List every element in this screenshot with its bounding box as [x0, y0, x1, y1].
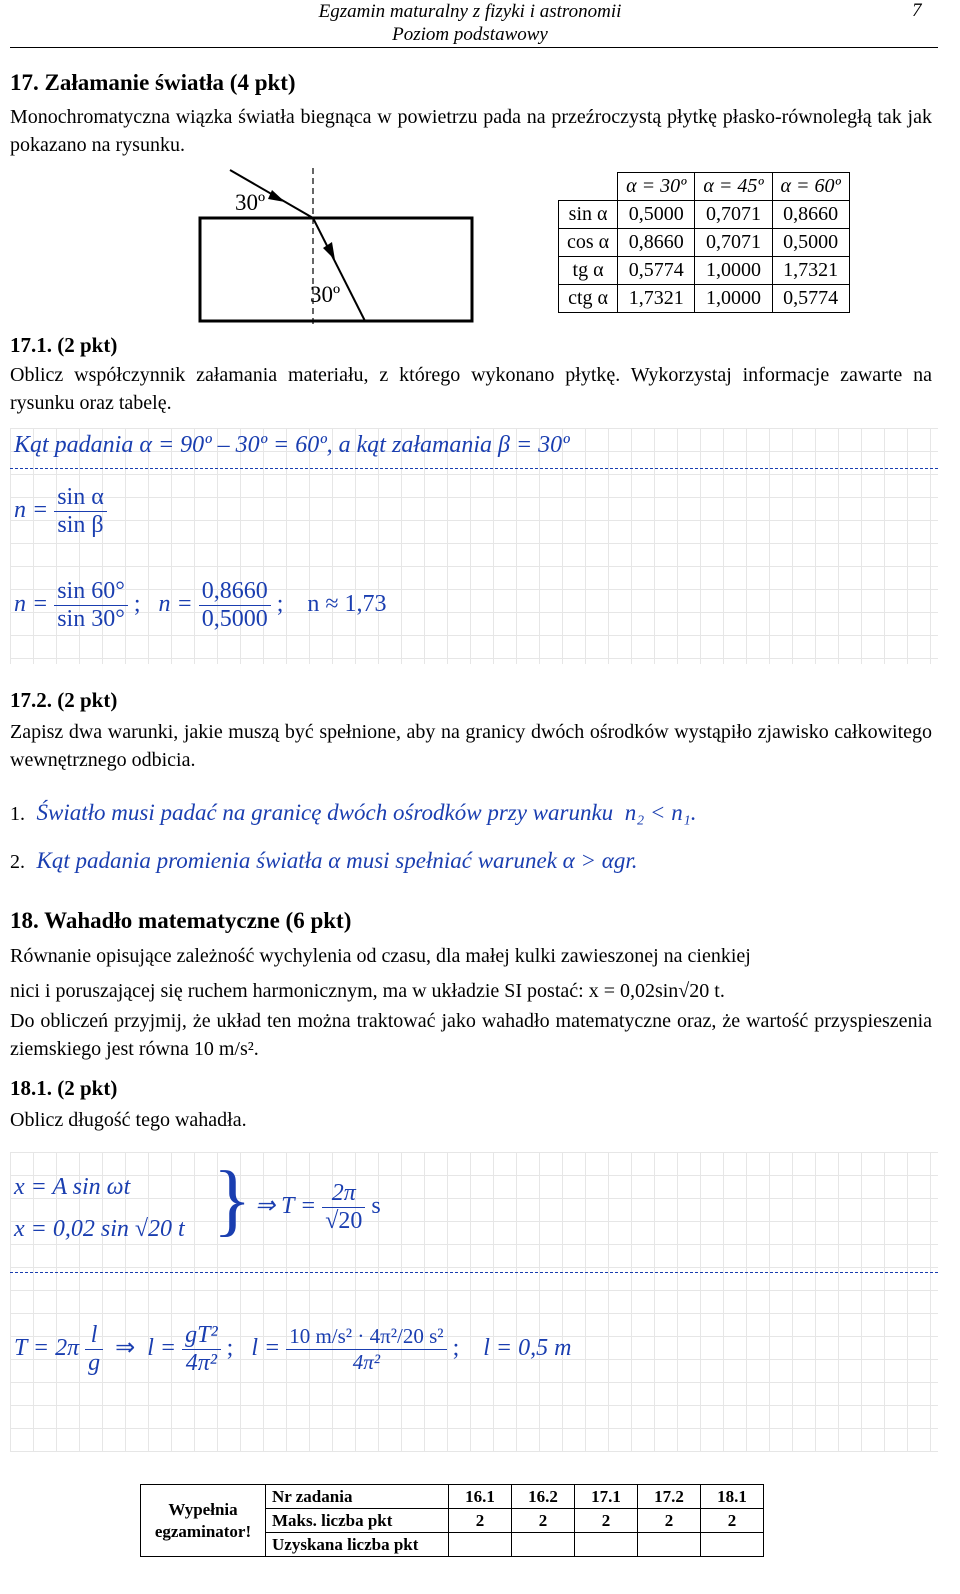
trig-cell: 1,7321 — [618, 285, 695, 313]
eq-period: ⇒ T = $\frac{2\pi}{√20}$ s — [255, 1180, 381, 1234]
scoring-task: 17.1 — [575, 1485, 638, 1509]
scoring-input-cell[interactable] — [701, 1533, 764, 1557]
dashed-separator — [10, 1272, 938, 1273]
scoring-row-label: Maks. liczba pkt — [266, 1509, 449, 1533]
scoring-task: 17.2 — [638, 1485, 701, 1509]
q17-2-title: 17.2. (2 pkt) — [10, 688, 118, 712]
table-row — [559, 285, 850, 313]
table-row — [559, 229, 850, 257]
q17-2-answer-2[interactable]: 2. Kąt padania promienia światła α musi spełniać warunek α > αgr. — [10, 848, 638, 873]
trig-cell: 0,7071 — [695, 229, 772, 257]
answer-area-18-1[interactable] — [10, 1152, 938, 1452]
scoring-max: 2 — [638, 1509, 701, 1533]
q17-1-text: Oblicz współczynnik załamania materiału, z którego wykonano płytkę. Wykorzystaj informacje zawarte na rysunku oraz tabelę. — [10, 364, 932, 414]
q18-intro-3: Do obliczeń przyjmij, że układ ten można traktować jako wahadło matematyczne oraz, że wartość przyspieszenia ziemskiego jest równa 10 m/s². — [10, 1010, 932, 1060]
trig-cell: 0,8660 — [618, 229, 695, 257]
scoring-input-cell[interactable] — [512, 1533, 575, 1557]
table-row — [559, 257, 850, 285]
scoring-input-cell[interactable] — [638, 1533, 701, 1557]
header-level: Poziom podstawowy — [392, 24, 548, 45]
q18-title: 18. Wahadło matematyczne (6 pkt) — [10, 908, 352, 933]
trig-row-label: tg α — [559, 257, 618, 285]
scoring-input-cell[interactable] — [449, 1533, 512, 1557]
fig-angle-bottom: 30º — [310, 282, 341, 307]
trig-table — [558, 172, 850, 313]
answer-area-17-1[interactable] — [10, 428, 938, 664]
trig-cell: 0,7071 — [695, 201, 772, 229]
trig-row-label: ctg α — [559, 285, 618, 313]
page-header — [300, 0, 640, 46]
refracted-arrow-icon — [323, 242, 335, 260]
page-number: 7 — [912, 0, 922, 21]
table-row — [559, 201, 850, 229]
scoring-fill-label: Wypełnia egzaminator! — [141, 1485, 266, 1557]
trig-cell: 0,5774 — [772, 285, 849, 313]
q17-1-title: 17.1. (2 pkt) — [10, 333, 118, 357]
brace-icon: } — [213, 1156, 252, 1244]
formula-snell: n = $\frac{\text{sin α}}{\text{sin β}}$ — [14, 484, 107, 539]
scoring-task: 18.1 — [701, 1485, 764, 1509]
incident-arrow-icon — [268, 190, 285, 202]
trig-cell: 0,5774 — [618, 257, 695, 285]
scoring-table — [140, 1484, 764, 1557]
trig-col-header: α = 30º — [618, 173, 695, 201]
scoring-task: 16.2 — [512, 1485, 575, 1509]
trig-row-label: cos α — [559, 229, 618, 257]
scoring-row-label: Uzyskana liczba pkt — [266, 1533, 449, 1557]
trig-cell: 0,5000 — [618, 201, 695, 229]
q18-intro-1: Równanie opisujące zależność wychylenia od czasu, dla małej kulki zawieszonej na cienkiej — [10, 945, 751, 967]
fig-angle-top: 30º — [235, 190, 266, 215]
q17-title: 17. Załamanie światła (4 pkt) — [10, 70, 296, 95]
scoring-max: 2 — [575, 1509, 638, 1533]
q17-1-answer-line: Kąt padania α = 90º – 30º = 60º, a kąt załamania β = 30º — [14, 432, 570, 458]
scoring-max: 2 — [512, 1509, 575, 1533]
scoring-max: 2 — [449, 1509, 512, 1533]
trig-row-label: sin α — [559, 201, 618, 229]
scoring-row-label: Nr zadania — [266, 1485, 449, 1509]
eq-given: x = 0,02 sin √20 t — [14, 1216, 185, 1242]
q17-2-answer-1[interactable]: 1. Światło musi padać na granicę dwóch ośrodków przy warunku n₂ < n₁. — [10, 800, 697, 825]
q17-intro: Monochromatyczna wiązka światła biegnąca w powietrzu pada na przeźroczystą płytkę płasko-równoległą tak jak pokazano na rysunku. — [10, 106, 932, 156]
trig-col-header: α = 60º — [772, 173, 849, 201]
trig-col-header: α = 45º — [695, 173, 772, 201]
q18-intro-2: nici i poruszającej się ruchem harmonicznym, ma w układzie SI postać: x = 0,02sin√20 t. — [10, 980, 725, 1002]
trig-cell: 1,7321 — [772, 257, 849, 285]
trig-cell: 1,0000 — [695, 257, 772, 285]
formula-calc: n = $\frac{\sin 60^\circ}{\sin 30^\circ}$ ; n = $\frac{0,8660}{0,5000}$ ; n ≈ 1,73 — [14, 578, 387, 632]
dashed-separator — [10, 468, 938, 469]
q18-1-text: Oblicz długość tego wahadła. — [10, 1109, 247, 1131]
trig-cell: 0,5000 — [772, 229, 849, 257]
trig-cell: 1,0000 — [695, 285, 772, 313]
eq-length: T = 2π $\frac{l}{g}$ ⇒ l = $\frac{\text{gT²}}{\text{4π²}}$ ; l = $\frac{\text{10 m/s² · 4π²/20 s²}}{\text{4π²}}$ ; l = 0,5 m — [14, 1322, 572, 1376]
q18-1-title: 18.1. (2 pkt) — [10, 1076, 118, 1100]
header-exam-title: Egzamin maturalny z fizyki i astronomii — [318, 1, 622, 22]
scoring-max: 2 — [701, 1509, 764, 1533]
trig-cell: 0,8660 — [772, 201, 849, 229]
scoring-input-cell[interactable] — [575, 1533, 638, 1557]
scoring-task: 16.1 — [449, 1485, 512, 1509]
eq-harmonic: x = A sin ωt — [14, 1174, 131, 1200]
q17-2-text: Zapisz dwa warunki, jakie muszą być spełnione, aby na granicy dwóch ośrodków wystąpiło zjawisko całkowitego wewnętrznego odbicia. — [10, 721, 932, 771]
header-rule — [10, 47, 938, 48]
